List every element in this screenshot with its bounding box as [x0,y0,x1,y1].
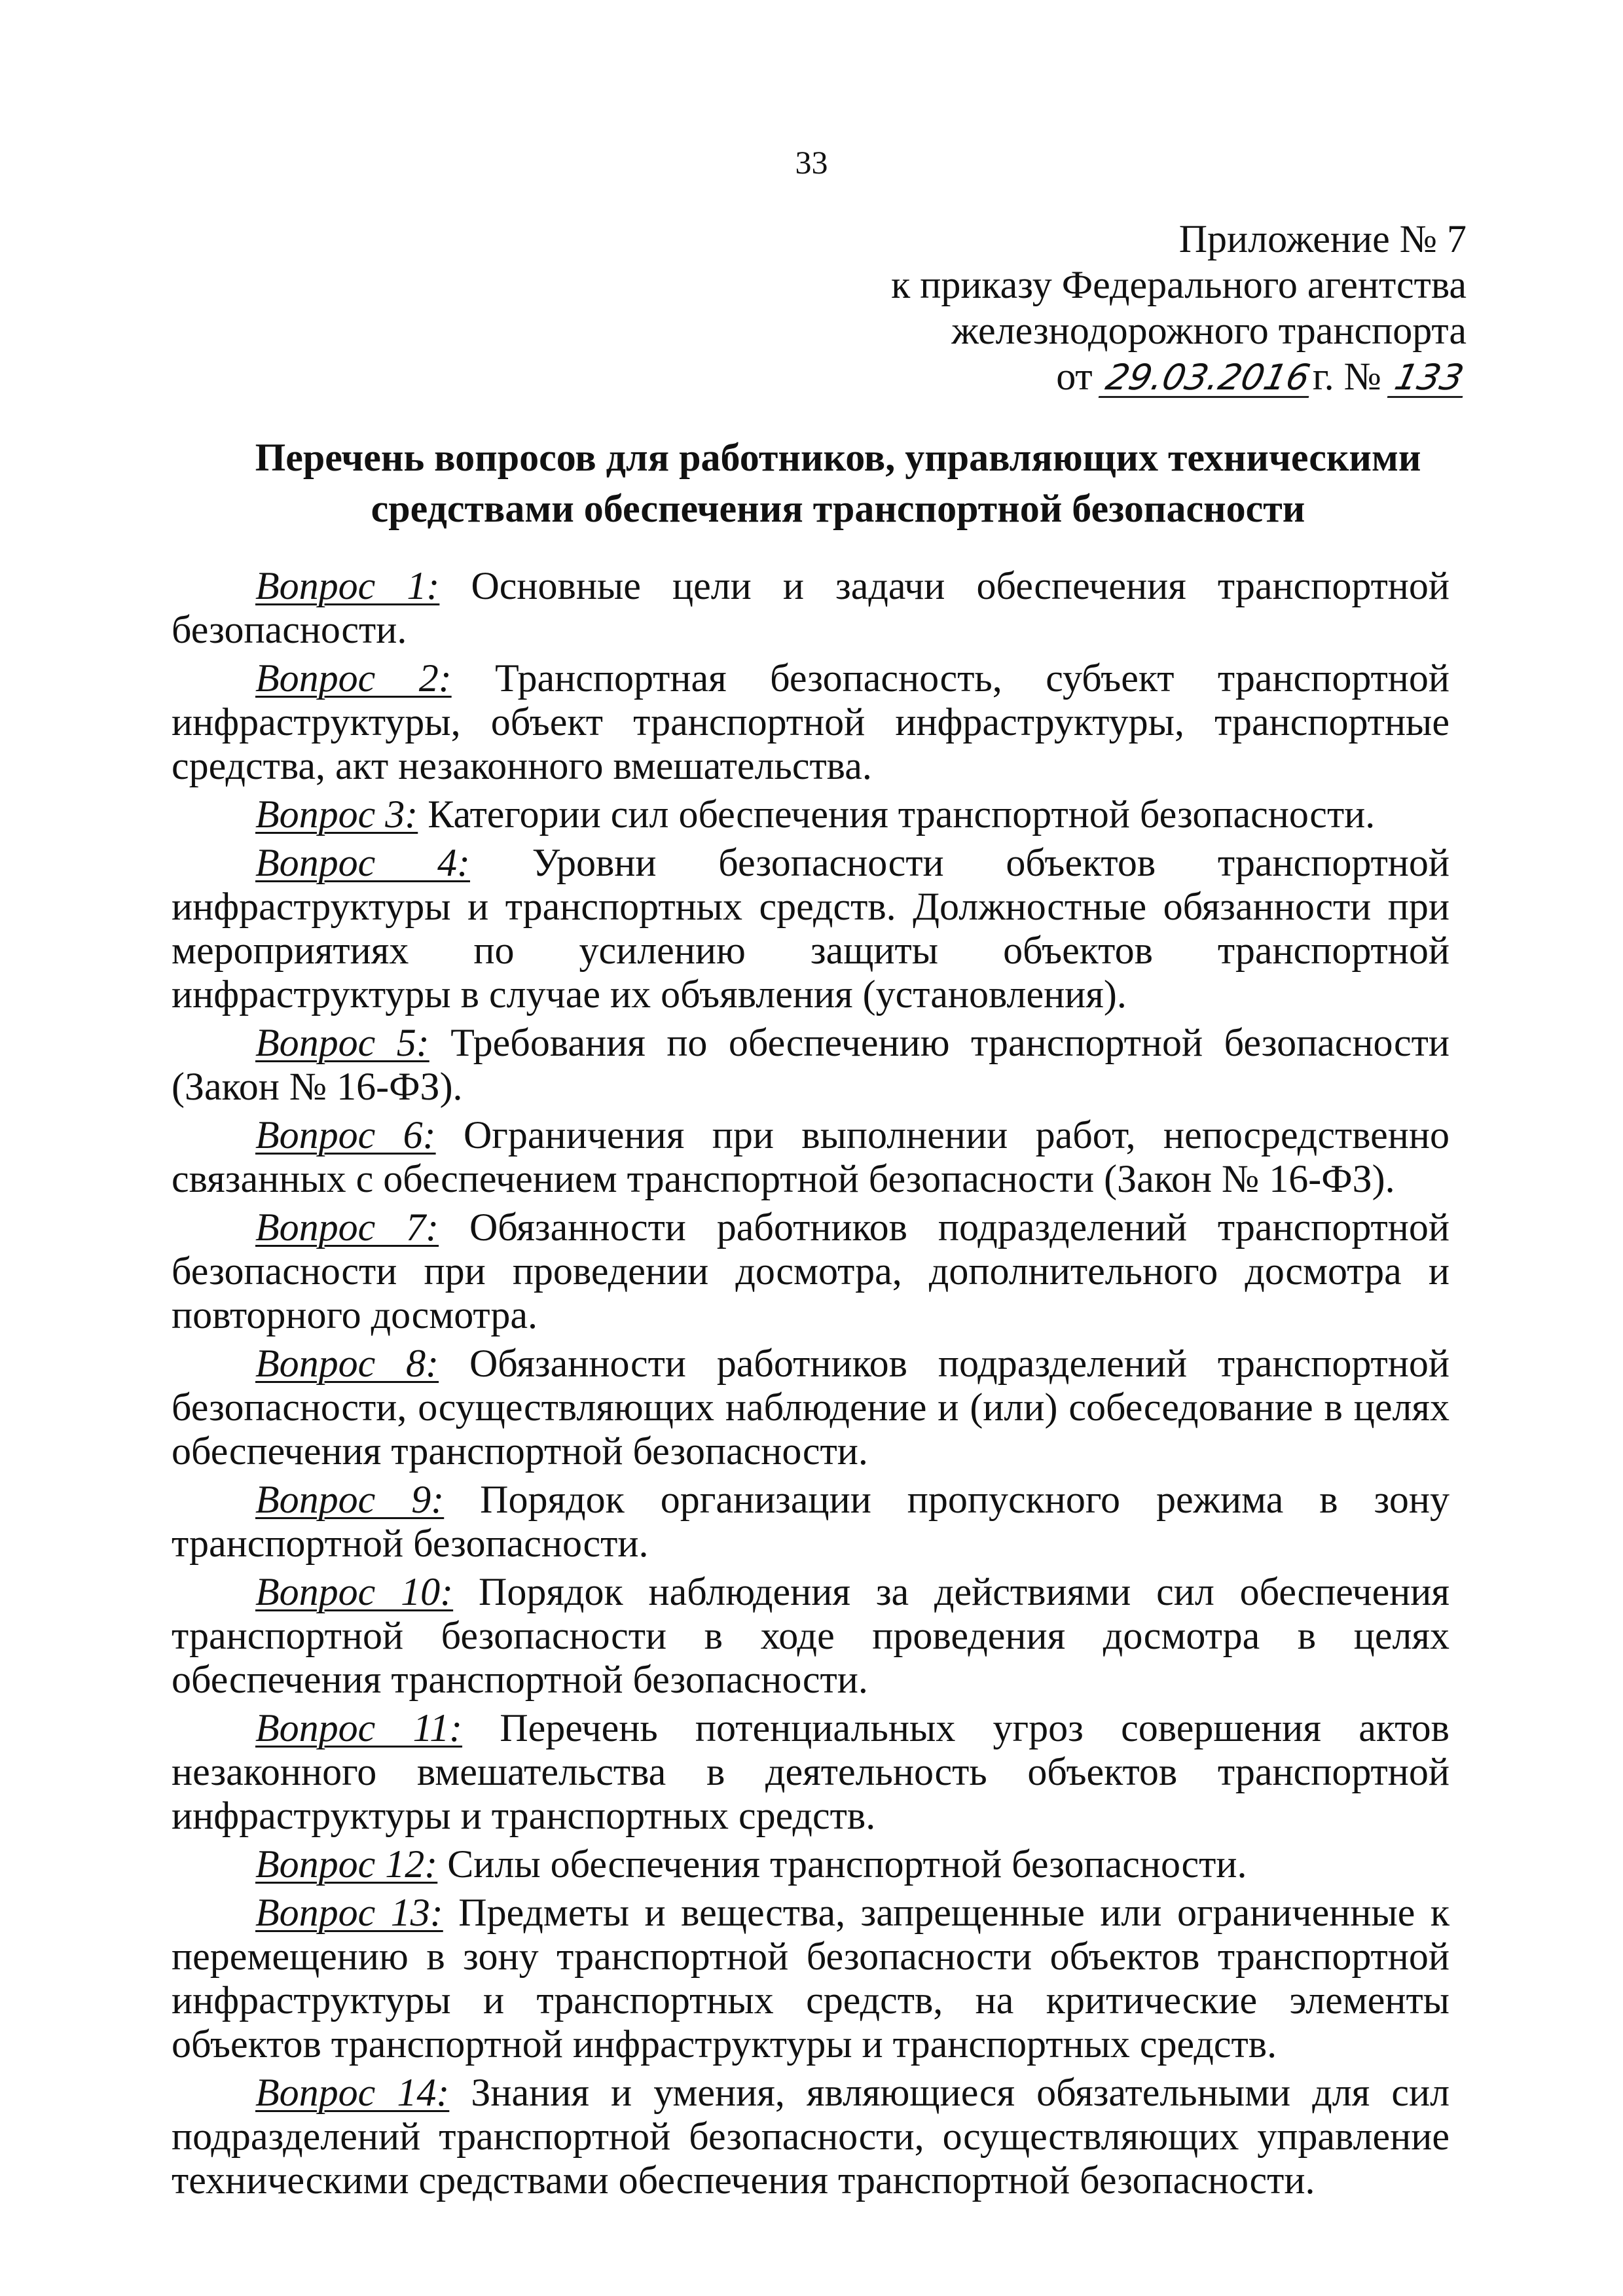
handwritten-date: 29.03.2016 [1098,359,1317,398]
question-text: Обязанности работников подразделений транспортной безопасности при проведении досмотра, дополнительного досмотра и повторного досмотра. [172,1206,1450,1336]
question-label: Вопрос 9: [255,1478,445,1521]
question-item [172,1206,1450,1337]
question-item [172,1570,1450,1702]
question-label: Вопрос 13: [255,1891,443,1934]
question-text: Ограничения при выполнении работ, непосредственно связанных с обеспечением транспортной безопасности (Закон № 16-ФЗ). [172,1113,1450,1200]
question-label: Вопрос 11: [255,1706,463,1749]
question-text: Перечень потенциальных угроз совершения актов незаконного вмешательства в деятельность объектов транспортной инфраструктуры и транспортных средств. [172,1706,1450,1837]
appendix-line-1: Приложение № 7 [1178,217,1467,260]
question-label: Вопрос 2: [255,656,452,700]
question-label: Вопрос 5: [255,1021,429,1064]
document-title [216,432,1460,534]
question-item [172,1342,1450,1473]
question-item [172,841,1450,1016]
question-item [172,656,1450,788]
question-item [172,1891,1450,2066]
title-line-1: Перечень вопросов для работников, управляющих техническими [255,436,1421,479]
appendix-header [812,216,1467,399]
question-item [172,1842,1450,1886]
question-label: Вопрос 10: [255,1570,454,1613]
question-text: Уровни безопасности объектов транспортной инфраструктуры и транспортных средств. Должностные обязанности при мероприятиях по усилению защиты объектов транспортной инфраструктуры в случае их объявления (установления). [172,841,1450,1016]
question-text: Требования по обеспечению транспортной безопасности (Закон № 16-ФЗ). [172,1021,1450,1108]
question-item [172,564,1450,652]
question-text: Порядок наблюдения за действиями сил обеспечения транспортной безопасности в ходе проведения досмотра в целях обеспечения транспортной безопасности. [172,1570,1450,1701]
question-item [172,793,1450,836]
questions-list [172,564,1450,2207]
question-label: Вопрос 3: [255,793,418,836]
question-item [172,1706,1450,1838]
question-item [172,1021,1450,1109]
order-date-number-line [812,353,1467,399]
handwritten-order-number: 133 [1387,359,1471,398]
appendix-line-3: железнодорожного транспорта [951,309,1467,352]
question-item [172,1478,1450,1566]
question-text: Основные цели и задачи обеспечения транспортной безопасности. [172,564,1450,651]
question-text: Категории сил обеспечения транспортной безопасности. [428,793,1376,836]
question-item [172,1113,1450,1201]
question-text: Порядок организации пропускного режима в зону транспортной безопасности. [172,1478,1450,1565]
question-label: Вопрос 6: [255,1113,436,1157]
question-text: Обязанности работников подразделений транспортной безопасности, осуществляющих наблюдение и (или) собеседование в целях обеспечения транспортной безопасности. [172,1342,1450,1473]
question-label: Вопрос 12: [255,1842,438,1886]
appendix-line-2: к приказу Федерального агентства [891,263,1467,306]
page-number: 33 [795,144,828,181]
question-label: Вопрос 7: [255,1206,439,1249]
question-item [172,2071,1450,2202]
date-prefix: от [1056,355,1093,398]
question-label: Вопрос 4: [255,841,471,884]
question-text: Предметы и вещества, запрещенные или ограниченные к перемещению в зону транспортной безопасности объектов транспортной инфраструктуры и транспортных средств, на критические элементы объектов транспортной инфраструктуры и транспортных средств. [172,1891,1450,2066]
question-label: Вопрос 8: [255,1342,439,1385]
question-text: Знания и умения, являющиеся обязательными для сил подразделений транспортной безопасности, осуществляющих управление техническими средствами обеспечения транспортной безопасности. [172,2071,1450,2202]
question-text: Силы обеспечения транспортной безопасности. [447,1842,1247,1886]
question-label: Вопрос 14: [255,2071,450,2114]
title-line-2: средствами обеспечения транспортной безопасности [371,487,1305,530]
question-text: Транспортная безопасность, субъект транспортной инфраструктуры, объект транспортной инфраструктуры, транспортные средства, акт незаконного вмешательства. [172,656,1450,787]
question-label: Вопрос 1: [255,564,440,607]
date-suffix: г. № [1312,355,1381,398]
